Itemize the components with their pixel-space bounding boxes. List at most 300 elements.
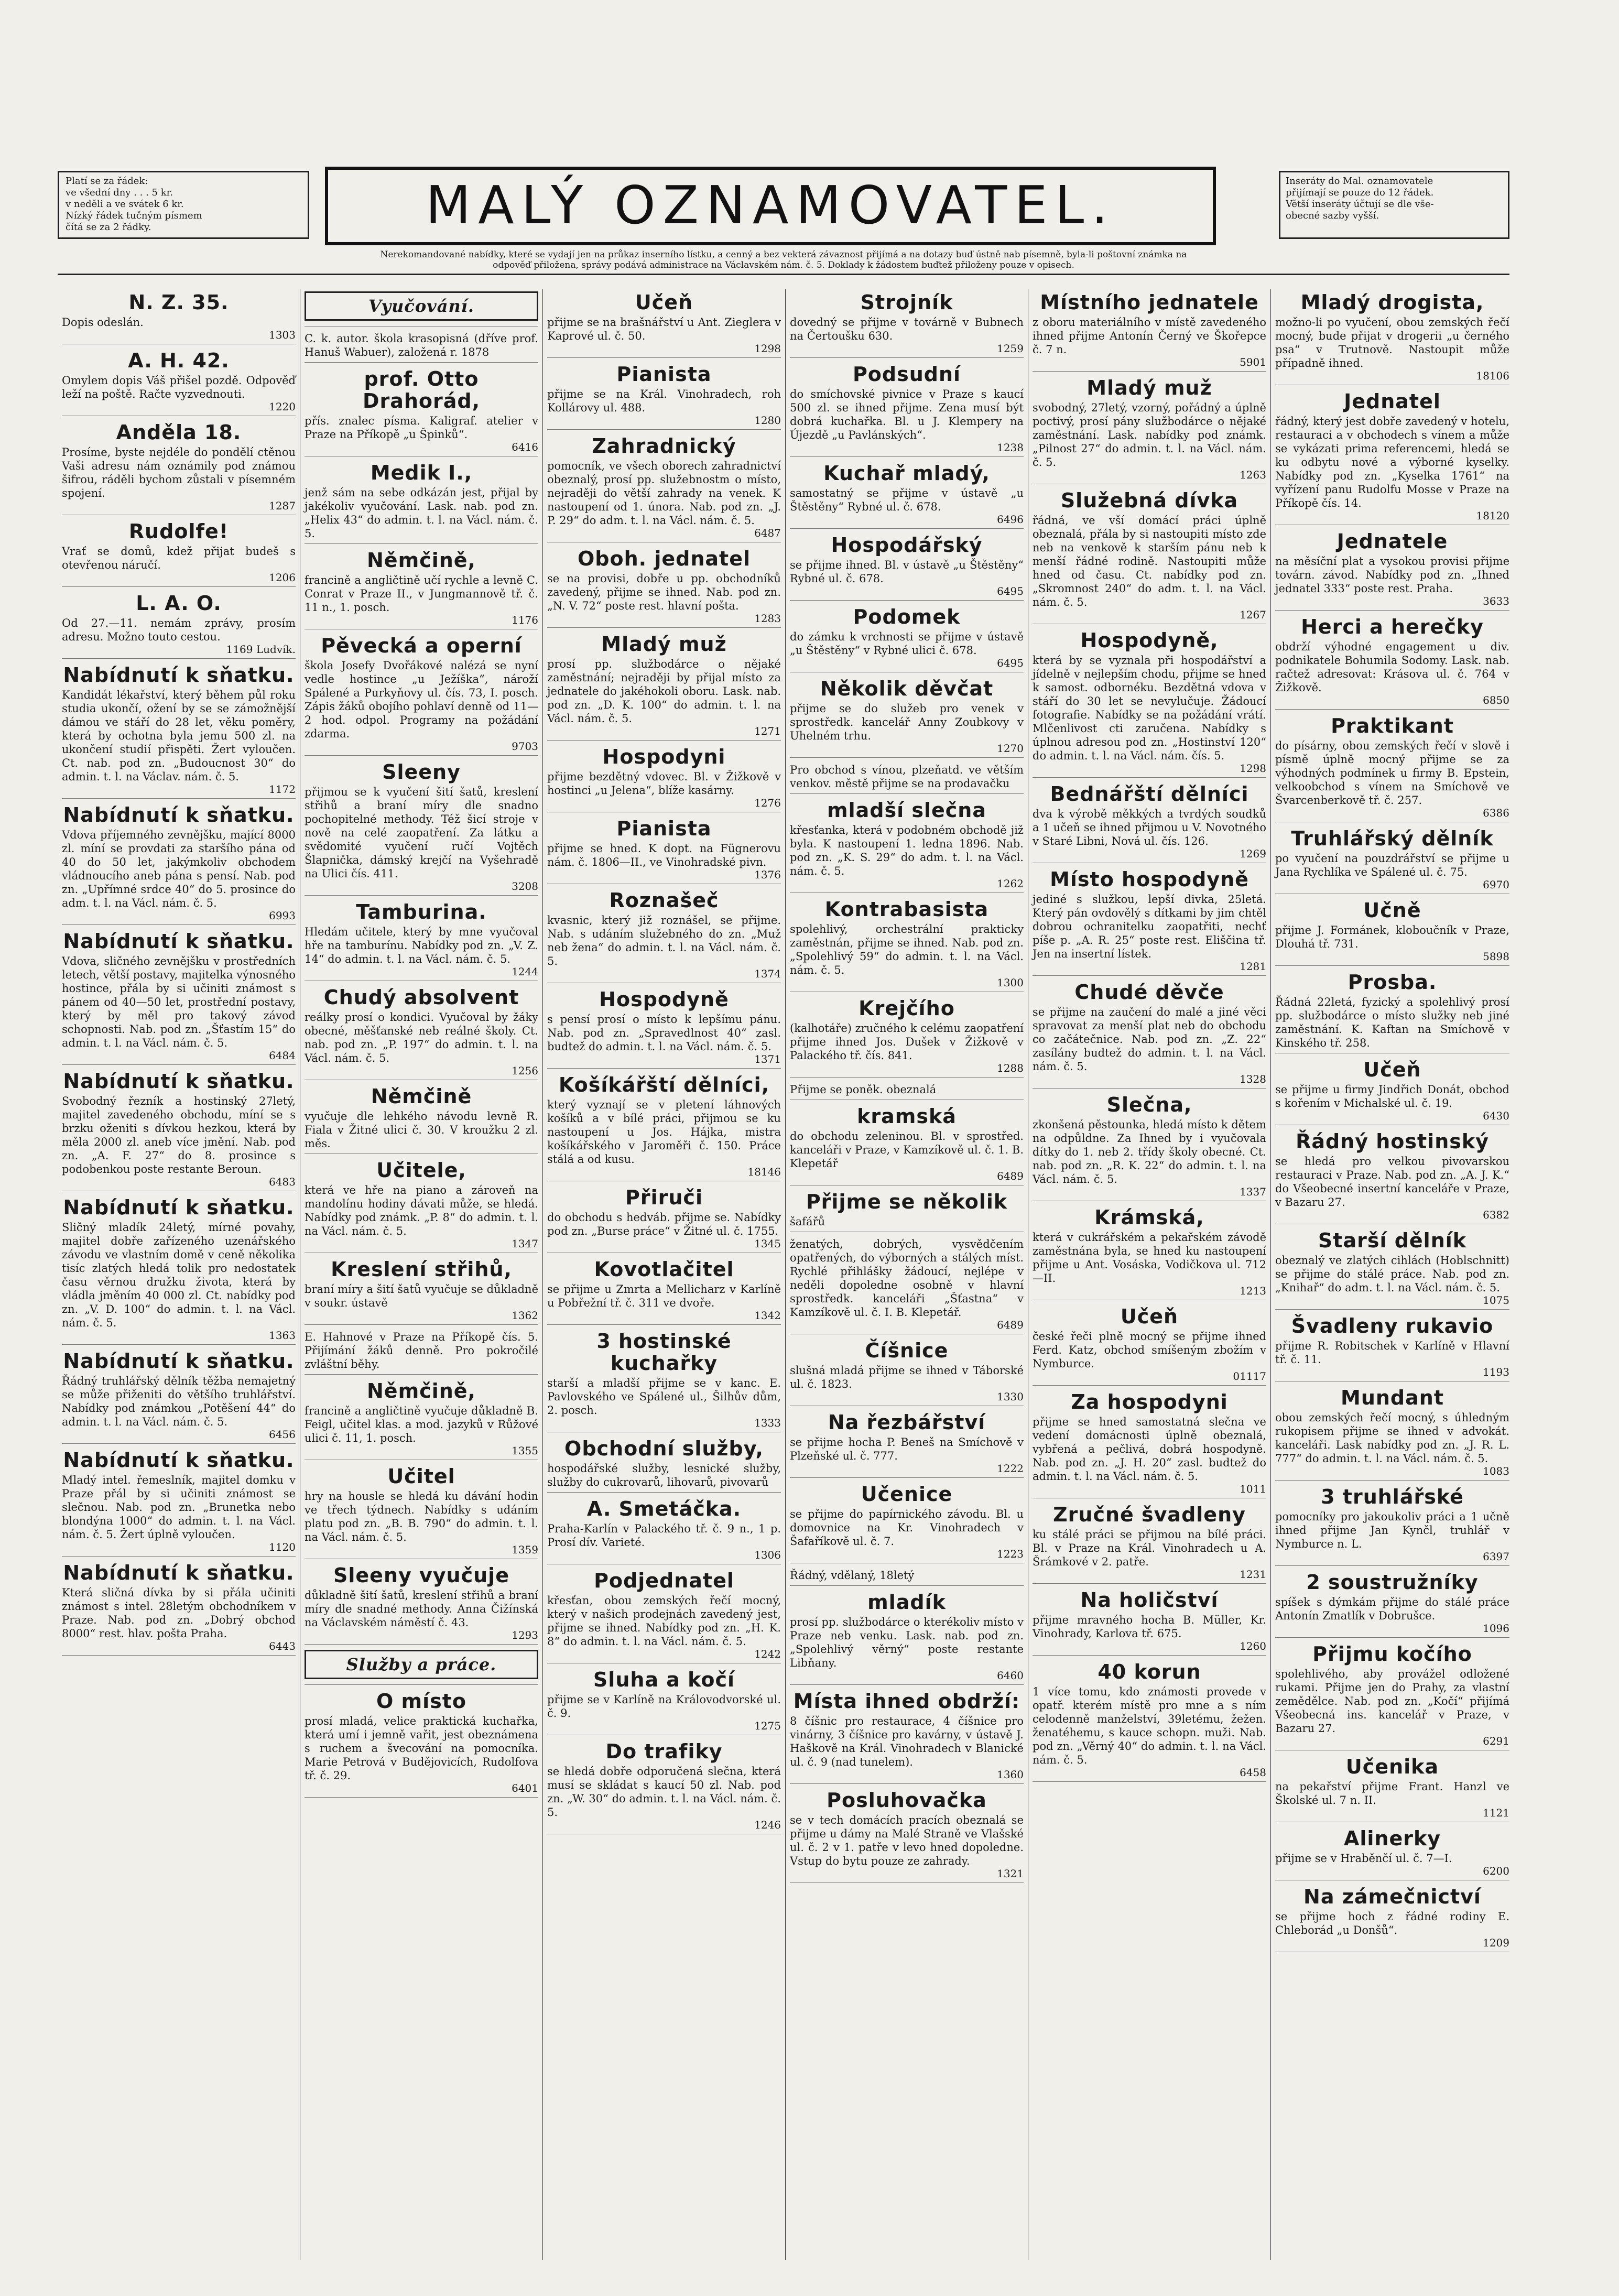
classified-ad xyxy=(1275,291,1509,385)
ad-title: Pěvecká a operní xyxy=(321,634,522,657)
ad-number: 1262 xyxy=(997,877,1024,890)
column-3 xyxy=(543,289,786,2260)
classified-ad xyxy=(62,804,296,925)
ad-text: hospodářské služby, lesnické služby, služby do cukrovarů, lihovarů, pivovarů xyxy=(547,1462,781,1488)
ad-title: Místo hospodyně xyxy=(1050,868,1249,891)
page-header xyxy=(58,167,1509,245)
classified-ad xyxy=(1033,1504,1266,1584)
classified-ad xyxy=(305,1690,538,1798)
classified-ad xyxy=(790,1591,1024,1685)
ad-number: 1355 xyxy=(512,1444,538,1457)
classified-ad xyxy=(305,1159,538,1253)
ad-title: Zahradnický xyxy=(592,434,736,458)
ad-number: 6495 xyxy=(997,585,1024,597)
ad-title: Hospodyně xyxy=(599,988,729,1011)
ad-number: 1209 xyxy=(1483,1936,1509,1949)
classified-ad xyxy=(1275,1827,1509,1880)
classified-ad xyxy=(305,761,538,896)
ad-number: 18106 xyxy=(1476,369,1509,382)
ad-number: 1011 xyxy=(1240,1483,1266,1495)
ad-text: francině a angličtině učí rychle a levně C. Conrat v Praze II., v Jungmannově tř. č. 11 n., 1. posch. xyxy=(305,574,538,614)
ad-text: dovedný se přijme v továrně v Bubnech na Čertoušku 630. xyxy=(790,316,1024,342)
ad-title: Sleeny xyxy=(382,760,461,784)
ad-title: Podjednatel xyxy=(594,1569,734,1592)
ad-title: Přijmu kočího xyxy=(1312,1642,1472,1666)
ad-number: 1267 xyxy=(1240,608,1266,621)
classified-ad xyxy=(1275,899,1509,966)
ad-title: Služebná dívka xyxy=(1060,489,1238,512)
ad-title: Tamburina. xyxy=(356,900,487,923)
masthead: MALÝ OZNAMOVATEL. xyxy=(325,167,1216,245)
ad-text: přijme se v Hraběnčí ul. č. 7—I. xyxy=(1275,1852,1452,1865)
ad-text: (kalhotáře) zručného k celému zaopatření přijme ihned Jos. Dušek v Žižkově v Palackého tř. čís. 841. xyxy=(790,1022,1024,1062)
ad-title: Kontrabasista xyxy=(824,898,989,921)
ad-title: L. A. O. xyxy=(136,592,222,615)
ad-text: spíšek s dýmkám přijme do stálé práce Antonín Zmatlík v Dobrušce. xyxy=(1275,1596,1509,1622)
classified-ad xyxy=(1275,828,1509,894)
ad-text: české řeči plně mocný se přijme ihned Ferd. Katz, obchod smíšeným zbožím v Nymburce. xyxy=(1033,1330,1266,1370)
ad-text: 1 více tomu, kdo známosti provede v opatř. kterém místě pro mne a s ním celodenně manželství, 39letému, žežen. ženatéhemu, s kauce schopn. muži. Nab. pod zn. „Věrný 40“ do admin. t. l. na Václ. nám. č. 5. xyxy=(1033,1685,1266,1766)
ad-number: 1220 xyxy=(269,400,296,413)
ad-text: braní míry a šití šatů vyučuje se důkladně v soukr. ústavě xyxy=(305,1283,538,1309)
ad-title: Němčině xyxy=(371,1085,472,1108)
ad-title: Na holičství xyxy=(1080,1588,1219,1612)
ad-title: 2 soustružníky xyxy=(1306,1571,1479,1594)
ad-number: 1269 xyxy=(1240,847,1266,860)
ad-title: Hospodářský xyxy=(831,534,983,557)
ad-number: 6993 xyxy=(269,909,296,922)
classified-ad xyxy=(305,1380,538,1460)
classified-ad xyxy=(790,534,1024,601)
ad-number: 1300 xyxy=(997,976,1024,989)
ad-title: Na řezbářství xyxy=(828,1411,986,1434)
classified-ad xyxy=(790,1340,1024,1406)
ad-title: Místního jednatele xyxy=(1040,291,1259,314)
ad-title: Strojník xyxy=(860,291,953,314)
ad-title: Chudé děvče xyxy=(1074,981,1224,1004)
ad-title: Sleeny vyučuje xyxy=(333,1564,509,1587)
ad-title: Kuchař mladý, xyxy=(823,462,990,485)
ad-text: Pro obchod s vínou, plzeňatd. ve větším venkov. městě přijme se na prodavačku xyxy=(790,764,1024,790)
classified-ad xyxy=(1033,1305,1266,1386)
ad-text: která by se vyznala při hospodářství a jídelně v nejlepším chodu, přijme se hned k samost. odbornéku. Bezdětná vdova v stáří do 30 let se nevylučuje. Žádoucí fotografie. Nabídky se na požádání vrátí. Mlčenlivost cti zaručena. Nabídky s úplnou adresou pod zn. „Hostinství 120“ do admin. t. l. na Václ. nám. čís. 5. xyxy=(1033,654,1266,762)
classified-ad xyxy=(1275,1643,1509,1750)
rate-box xyxy=(58,171,309,239)
classified-ad xyxy=(1275,1886,1509,1952)
ad-title: Švadleny rukavio xyxy=(1291,1314,1494,1337)
classified-ad xyxy=(62,1070,296,1191)
ad-text: samostatný se přijme v ústavě „u Štěstěny“ Rybné ul. č. 678. xyxy=(790,487,1024,513)
classified-ad xyxy=(1275,1229,1509,1310)
ad-text: přijme mravného hocha B. Müller, Kr. Vinohrady, Karlova tř. 675. xyxy=(1033,1614,1266,1640)
ad-title: Hospodyni xyxy=(602,745,726,768)
ad-title: Mundant xyxy=(1341,1386,1444,1409)
classified-ad xyxy=(1275,715,1509,822)
ad-title: Místa ihned obdrží: xyxy=(793,1690,1020,1713)
ad-title: Bednářští dělníci xyxy=(1050,782,1249,806)
classified-ad xyxy=(790,1411,1024,1478)
classified-ad xyxy=(547,363,781,430)
ad-number: 1333 xyxy=(754,1417,781,1429)
ad-text: důkladně šití šatů, kreslení střihů a braní míry dle snadné methody. Anna Čižínská na Václavském náměstí č. 43. xyxy=(305,1589,538,1629)
ad-number: 1280 xyxy=(754,414,781,427)
ad-title: Oboh. jednatel xyxy=(578,547,751,570)
ad-text: z oboru materiálního v místě zavedeného ihned přijme Antonín Černý ve Škořepce č. 7 n. xyxy=(1033,316,1266,356)
classified-ad xyxy=(1275,1315,1509,1381)
ad-text: obeznalý ve zlatých cihlách (Hoblschnitt) se přijme do stálé práce. Nab. pod zn. „Knihař“ do adm. t. l. na Václ. nám. č. 5. xyxy=(1275,1254,1509,1294)
ad-number: 6200 xyxy=(1483,1865,1509,1877)
ad-text: Mladý intel. řemeslník, majitel domku v Praze přál by si učiniti známost se slečnou. Nab. pod zn. „Brunetka nebo blondýna 1000“ do admin. t. l. na Václ. nám. č. 5. Žert úplně vyloučen. xyxy=(62,1474,296,1541)
ad-number: 1263 xyxy=(1240,469,1266,481)
ad-text: starší a mladší přijme se v kanc. E. Pavlovského ve Spálené ul., Šilhův dům, 2. posch. xyxy=(547,1377,781,1417)
ad-text: se přijme do papírnického závodu. Bl. u domovnice na Kr. Vinohradech v Šafaříkově ul. č. 7. xyxy=(790,1508,1024,1548)
ad-title: 3 truhlářské xyxy=(1321,1485,1464,1508)
ad-text: řádný, který jest dobře zavedený v hotelu, restauraci a v obchodech s vínem a může se vykázati prima referencemi, hledá se ku odbytu nové a výborné kyselky. Nabídky pod zn. „Kyselka 1761“ na vyřízení panu Rudolfu Mosse v Praze na Příkopě čís. 14. xyxy=(1275,415,1509,509)
ad-text: Od 27.—11. nemám zprávy, prosím adresu. Možno touto cestou. xyxy=(62,617,296,643)
ad-text: do smíchovské pivnice v Praze s kaucí 500 zl. se ihned přijme. Zena musí být dobrá kuchařka. Bl. u J. Klempery na Újezdě „u Pavlánských“. xyxy=(790,388,1024,441)
ad-text: Vrať se domů, kdež přijat budeš s otevřenou náručí. xyxy=(62,545,296,571)
ad-number: 1075 xyxy=(1483,1294,1509,1307)
ad-text: se na provisi, dobře u pp. obchodníků zavedený, přijme se ihned. Nab. pod zn. „N. V. 72“ poste rest. hlavní pošta. xyxy=(547,572,781,612)
ad-title: Mladý muž xyxy=(1086,376,1212,399)
classified-ad xyxy=(305,1465,538,1559)
ad-title: Krámská, xyxy=(1094,1206,1204,1229)
classified-ad xyxy=(547,1330,781,1432)
ad-text: ženatých, dobrých, vysvědčením opatřených, do výborných a stálých míst. Rychlé přihlášky žádoucí, nejlépe v neděli dopoledne osobně v hlavní sprostředk. kanceláři „Šťastna“ v Kamzíkově ul. č. I. B. Klepetář. xyxy=(790,1238,1024,1319)
classified-ad xyxy=(62,1196,296,1345)
ad-text: C. k. autor. škola krasopisná (dříve prof. Hanuš Wabuer), založená r. 1878 xyxy=(305,332,538,358)
ad-number: 6456 xyxy=(269,1428,296,1441)
ad-title: kramská xyxy=(857,1105,957,1128)
ad-number: 5898 xyxy=(1483,950,1509,963)
classified-ad xyxy=(1033,783,1266,863)
ad-text: přís. znalec písma. Kaligraf. atelier v Praze na Příkopě „u Špinků“. xyxy=(305,415,538,441)
classified-ad xyxy=(62,1449,296,1557)
classified-ad xyxy=(547,818,781,884)
ad-text: do písárny, obou zemských řečí v slově i písmě úplně mocný přijme se za výhodných podmínek u firmy B. Epstein, velkoobchod s vínem na Smíchově ve Švarcenberkově tř. č. 257. xyxy=(1275,739,1509,807)
ad-text: přijme se na Král. Vinohradech, roh Kollárovy ul. 488. xyxy=(547,388,781,414)
ad-text: šafářů xyxy=(790,1215,825,1228)
rate-line: čítá se za 2 řádky. xyxy=(66,222,151,233)
ad-text: se přijme u Zmrta a Mellicharz v Karlíně u Pobřežní tř. č. 311 ve dvoře. xyxy=(547,1283,781,1309)
ad-number: 6460 xyxy=(997,1669,1024,1682)
ad-number: 1321 xyxy=(997,1867,1024,1880)
rate-line: ve všední dny . . . 5 kr. xyxy=(66,187,173,198)
ad-number: 6458 xyxy=(1240,1766,1266,1779)
header-subnote xyxy=(58,249,1509,275)
ad-number: 6382 xyxy=(1483,1209,1509,1221)
classified-ad xyxy=(790,1083,1024,1100)
ad-title: Nabídnutí k sňatku. xyxy=(63,663,295,687)
classified-ad xyxy=(1033,1661,1266,1782)
classified-ad xyxy=(1033,1391,1266,1498)
classified-ad xyxy=(1275,1387,1509,1481)
classified-ad xyxy=(1033,629,1266,778)
ad-title: Do trafiky xyxy=(605,1740,723,1763)
classified-ad xyxy=(305,291,538,327)
ad-text: se přijme hoch z řádné rodiny E. Chleborád „u Donšů“. xyxy=(1275,1910,1509,1936)
ad-text: Dopis odeslán. xyxy=(62,316,144,329)
classified-ad xyxy=(790,1105,1024,1185)
ad-title: N. Z. 35. xyxy=(128,291,229,314)
ad-text: do obchodu zeleninou. Bl. v sprostřed. kanceláři v Praze, v Kamzíkově ul. č. 1. B. Klepetář xyxy=(790,1130,1024,1170)
ad-title: Starší dělník xyxy=(1318,1229,1467,1252)
classified-ad xyxy=(1033,377,1266,484)
ad-text: škola Josefy Dvořákové nalézá se nyní vedle hostince „u Ježíška“, nároží Spálené a Purkyňovy ul. čís. 73, I. posch. Zápis žáků obojího pohlaví denně od 11—2 hod. odpol. Programy na požádání zdarma. xyxy=(305,659,538,740)
ad-number: 1345 xyxy=(754,1237,781,1250)
ad-title: Přiruči xyxy=(625,1186,703,1209)
classified-ad xyxy=(790,363,1024,457)
ad-title: Rudolfe! xyxy=(128,520,229,543)
rate-line: v neděli a ve svátek 6 kr. xyxy=(66,199,184,210)
ad-text: slušná mladá přijme se ihned v Táborské ul. č. 1823. xyxy=(790,1364,1024,1390)
classified-ad xyxy=(790,606,1024,672)
ad-text: reálky prosí o kondici. Vyučoval by žáky obecné, měšťanské neb reálné školy. Ct. nab. pod zn. „P. 197“ do admin. t. l. na Václ. nám. č. 5. xyxy=(305,1011,538,1064)
ad-number: 5901 xyxy=(1240,356,1266,368)
ad-text: Přijme se poněk. obeznalá xyxy=(790,1083,937,1096)
ad-text: Praha-Karlín v Palackého tř. č. 9 n., 1 p. Prosí dív. Varieté. xyxy=(547,1522,781,1549)
classified-ad xyxy=(547,1498,781,1564)
ad-title: Alinerky xyxy=(1343,1827,1441,1850)
classified-ad xyxy=(1275,971,1509,1053)
ad-number: 1242 xyxy=(754,1648,781,1660)
classified-ad xyxy=(1033,868,1266,976)
ad-number: 1222 xyxy=(997,1462,1024,1475)
ad-text: se přijme ihned. Bl. v ústavě „u Štěstěny“ Rybné ul. č. 678. xyxy=(790,559,1024,585)
ad-number: 6496 xyxy=(997,513,1024,526)
classified-ad xyxy=(790,1789,1024,1883)
ad-number: 1238 xyxy=(997,441,1024,454)
ad-title: 3 hostinské kuchařky xyxy=(596,1330,732,1375)
ad-number: 3633 xyxy=(1483,595,1509,607)
classified-ad xyxy=(790,1690,1024,1784)
classified-ad xyxy=(1275,1059,1509,1125)
ad-number: 1169 Ludvík. xyxy=(226,643,296,656)
ad-number: 1260 xyxy=(1240,1640,1266,1652)
ad-title: Jednatele xyxy=(1337,530,1448,553)
ad-title: Učenika xyxy=(1345,1755,1439,1778)
ad-title: Pianista xyxy=(616,817,712,840)
subnote-line: odpověď přiložena, správy podává administrace na Václavském nám. č. 5. Doklady k žádostem buďtež přiloženy pouze v opisech. xyxy=(493,260,1074,270)
ad-number: 1121 xyxy=(1483,1807,1509,1819)
classified-ad xyxy=(790,799,1024,893)
classified-ad xyxy=(547,1438,781,1493)
classified-ad xyxy=(305,549,538,629)
ad-title: Nabídnutí k sňatku. xyxy=(63,1196,295,1219)
classified-ad xyxy=(547,1669,781,1735)
ad-number: 1303 xyxy=(269,329,296,341)
ad-number: 18146 xyxy=(747,1166,781,1178)
ad-text: se v tech domácích pracích obeznalá se přijme u dámy na Malé Straně ve Vlašské ul. č. 2 v 1. patře v levo hned dopoledne. Vstup do bytu pouze ze zahrady. xyxy=(790,1814,1024,1867)
ad-number: 6397 xyxy=(1483,1550,1509,1563)
classified-ad xyxy=(1275,390,1509,525)
ad-number: 1298 xyxy=(1240,762,1266,775)
ad-title: Nabídnutí k sňatku. xyxy=(63,1070,295,1093)
ad-title: Nabídnutí k sňatku. xyxy=(63,803,295,826)
ad-title: A. H. 42. xyxy=(128,349,230,372)
ad-number: 1283 xyxy=(754,612,781,625)
ad-number: 6430 xyxy=(1483,1109,1509,1122)
ad-title: Řádný hostinský xyxy=(1296,1130,1489,1153)
ad-number: 1287 xyxy=(269,499,296,512)
ad-number: 9703 xyxy=(512,740,538,753)
ad-title: Učeň xyxy=(1120,1305,1179,1328)
section-heading: Služby a práce. xyxy=(305,1650,538,1679)
column-5 xyxy=(1028,289,1271,2260)
classified-ad xyxy=(305,1330,538,1375)
classified-ad xyxy=(62,350,296,416)
classified-ad xyxy=(305,1085,538,1154)
classified-ad xyxy=(790,997,1024,1078)
column-4 xyxy=(786,289,1028,2260)
ad-text: Řádná 22letá, fyzický a spolehlivý prosí pp. službodárce o místo služky neb jiné zaměstnání. K. Kaftan na Smíchově v Kinského tř. 258. xyxy=(1275,996,1509,1049)
ad-number: 1206 xyxy=(269,571,296,584)
classified-ad xyxy=(305,986,538,1080)
ad-number: 1172 xyxy=(269,783,296,796)
classified-ad xyxy=(62,592,296,659)
ad-number: 18120 xyxy=(1476,509,1509,522)
classified-ad xyxy=(547,435,781,542)
ad-title: Nabídnutí k sňatku. xyxy=(63,930,295,953)
ad-number: 1298 xyxy=(754,342,781,355)
classified-ad xyxy=(305,462,538,544)
ad-title: Košíkářští dělníci, xyxy=(558,1073,770,1096)
ad-text: přijme se v Karlíně na Královodvorské ul. č. 9. xyxy=(547,1693,781,1720)
ad-title: Učně xyxy=(1363,899,1421,922)
classified-ad xyxy=(305,901,538,981)
ad-number: 6484 xyxy=(269,1049,296,1062)
classified-ad xyxy=(547,889,781,983)
classified-ad xyxy=(62,291,296,344)
ad-title: Na zámečnictví xyxy=(1303,1885,1481,1908)
ad-number: 6489 xyxy=(997,1319,1024,1331)
classified-ad xyxy=(790,1483,1024,1563)
ad-number: 1276 xyxy=(754,797,781,809)
classified-ad xyxy=(790,462,1024,529)
ad-text: E. Hahnové v Praze na Příkopě čís. 5. Přijímání žáků denně. Pro pokročilé zvláštní běhy. xyxy=(305,1331,538,1370)
ad-number: 6416 xyxy=(512,441,538,453)
ad-number: 1259 xyxy=(997,342,1024,355)
ad-number: 3208 xyxy=(512,880,538,893)
ad-text: po vyučení na pouzdrářství se přijme u Jana Rychlíka ve Spálené ul. č. 75. xyxy=(1275,852,1509,878)
ad-number: 01117 xyxy=(1233,1370,1266,1383)
ad-number: 1376 xyxy=(754,868,781,881)
ad-title: Nabídnutí k sňatku. xyxy=(63,1449,295,1472)
classified-ad xyxy=(1275,1486,1509,1566)
ad-text: řádná, ve vší domácí práci úplně obeznalá, přála by si nastoupiti místo zde neb na venkově k starším pánu neb k menší řádné rodině. Nastoupiti může hned od času. Ct. nabídky pod zn. „Skromnost 240“ do adm. t. l. na Václ. nám. č. 5. xyxy=(1033,514,1266,608)
ad-text: přijme bezdětný vdovec. Bl. v Žižkově v hostinci „u Jelena“, blíže kasárny. xyxy=(547,770,781,797)
ad-text: vyučuje dle lehkého návodu levně R. Fiala v Žitné ulici č. 30. V kroužku 2 zl. měs. xyxy=(305,1110,538,1150)
ad-title: Slečna, xyxy=(1106,1093,1192,1116)
ad-text: která v cukrářském a pekařském závodě zaměstnána byla, se hned ku nastoupení přijme u Ant. Vosáska, Vodičkova ul. 712—II. xyxy=(1033,1231,1266,1285)
ad-text: pomocníky pro jakoukoliv práci a 1 učně ihned přijme Jan Kynčl, truhlář v Nymburce n. L. xyxy=(1275,1510,1509,1550)
classified-ad xyxy=(790,1191,1024,1232)
ad-number: 1374 xyxy=(754,967,781,980)
ad-text: Vdova, sličného zevnějšku v prostředních letech, větší postavy, majitelka výnosného hostince, přála by si učiniti známost s pánem od 40—50 let, prostřední postavy, který by měl pro takový závod schopnosti. Nab. pod zn. „Šťastím 15“ do admin. t. l. na Václ. nám. č. 5. xyxy=(62,955,296,1049)
ad-text: svobodný, 27letý, vzorný, pořádný a úplně poctivý, prosí pány službodárce o nějaké zaměstnání. Lask. nabídky pod známk. „Pilnost 27“ do admin. t. l. na Václ. nám. č. 5. xyxy=(1033,401,1266,469)
classified-ad xyxy=(305,332,538,363)
classified-ad xyxy=(547,633,781,741)
ad-text: hry na housle se hledá ku dávání hodin ve třech týdnech. Nabídky s udáním platu pod zn. „B. B. 790“ do admin. t. l. na Václ. nám. č. 5. xyxy=(305,1490,538,1543)
ad-title: Anděla 18. xyxy=(116,421,242,444)
ad-number: 1288 xyxy=(997,1062,1024,1074)
ad-number: 1223 xyxy=(997,1548,1024,1560)
ad-text: přijme R. Robitschek v Karlíně v Hlavní tř. č. 11. xyxy=(1275,1340,1509,1366)
ad-text: přijme se do služeb pro venek v sprostředk. kancelář Anny Zoubkovy v Uhelném trhu. xyxy=(790,702,1024,742)
ad-title: Učeň xyxy=(635,291,693,314)
classified-ad xyxy=(547,988,781,1069)
ad-title: mladík xyxy=(867,1591,946,1614)
ad-text: s pensí prosí o místo k lepšímu pánu. Nab. pod zn. „Spravedlnost 40“ zasl. budtež do admin. t. l. na Václ. nám. č. 5. xyxy=(547,1013,781,1053)
ad-title: Přijme se několik xyxy=(806,1190,1008,1213)
classified-ad xyxy=(305,1564,538,1645)
ad-text: francině a angličtině vyučuje důkladně B. Feigl, učitel klas. a mod. jazyků v Růžové ulici č. 11, 1. posch. xyxy=(305,1405,538,1444)
ad-title: Nabídnutí k sňatku. xyxy=(63,1561,295,1584)
ad-text: který vyznají se v pletení láhnových košíků a v bílé práci, přijmou se ku nastoupení u Jos. Hájka, mistra košíkářského v Jaroměři č. 150. Práce stálá a od kusu. xyxy=(547,1098,781,1166)
classified-ad xyxy=(1275,1130,1509,1224)
ad-title: Učitel xyxy=(387,1465,455,1488)
classified-ad xyxy=(547,1570,781,1663)
ad-title: Kreslení střihů, xyxy=(331,1258,512,1281)
ad-text: kvasnic, který již roznášel, se přijme. Nab. s udáním služebného do zn. „Muž neb žena“ do admin. t. l. na Václ. nám. č. 5. xyxy=(547,914,781,967)
ad-title: O místo xyxy=(376,1690,467,1713)
ad-title: Za hospodyni xyxy=(1071,1390,1228,1413)
ad-number: 1371 xyxy=(754,1053,781,1065)
ad-number: 1176 xyxy=(512,614,538,626)
notice-line: Větší inseráty účtují se dle vše- xyxy=(1286,199,1434,210)
ad-title: Obchodní služby, xyxy=(564,1437,764,1460)
ad-text: Hledám učitele, který by mne vyučoval hře na tamburínu. Nabídky pod zn. „V. Z. 14“ do admin. t. l. na Václ. nám. č. 5. xyxy=(305,926,538,965)
ad-text: na pekařství přijme Frant. Hanzl ve Školské ul. 7 n. II. xyxy=(1275,1780,1509,1807)
ad-title: mladší slečna xyxy=(827,799,986,822)
ad-number: 1246 xyxy=(754,1819,781,1831)
ad-text: Řádný truhlářský dělník těžba nemajetný se může přiženiti do většího truhlářství. Nabídky pod známkou „Potěšení 44“ do admin. t. l. na Václ. nám. č. 5. xyxy=(62,1375,296,1428)
ad-text: křesťan, obou zemských řečí mocný, který v našich prodejnách zavedený jest, přijme se ihned. Nabídky pod zn. „H. K. 8“ do admin. t. l. na Václ. nám. č. 5. xyxy=(547,1594,781,1648)
ad-text: Řádný, vdělaný, 18letý xyxy=(790,1569,915,1582)
ad-title: Sluha a kočí xyxy=(593,1668,735,1691)
ad-text: prosí pp. službodárce o kterékoliv místo v Praze neb venku. Lask. nab. pod zn. „Spolehlivý věrný“ poste restante Libňany. xyxy=(790,1616,1024,1669)
ad-text: zkonšená pěstounka, hledá místo k dětem na odpůldne. Za Ihned by i vyučovala dítky do 1. neb 2. třídy školy obecné. Ct. nab. pod zn. „R. K. 22“ do admin. t. l. na Václ. nám. č. 5. xyxy=(1033,1118,1266,1185)
ad-text: se přijme na zaučení do malé a jiné věci spravovat za menší plat neb do obchodu co začátečnice. Nab. pod zn. „Z. 22“ zasílány budtež do admin. t. l. na Václ. nám. č. 5. xyxy=(1033,1006,1266,1073)
ad-text: která ve hře na piano a zároveň na mandolínu hodiny dávati může, se hledá. Nabídky pod známk. „P. 8“ do admin. t. l. na Václ. nám. č. 5. xyxy=(305,1184,538,1237)
classified-ad xyxy=(547,1187,781,1253)
classified-ad xyxy=(790,678,1024,758)
ad-text: dva k výrobě měkkých a tvrdých soudků a 1 učeň se ihned přijmou u V. Novotného v Staré Libni, Nová ul. čís. 126. xyxy=(1033,808,1266,847)
classified-ad xyxy=(62,520,296,587)
ad-title: Němčině, xyxy=(367,1379,476,1402)
ad-number: 1083 xyxy=(1483,1465,1509,1477)
ad-number: 1342 xyxy=(754,1309,781,1322)
ad-title: Roznašeč xyxy=(609,889,719,912)
classified-ad xyxy=(62,664,296,799)
ad-title: Praktikant xyxy=(1331,714,1454,737)
ad-number: 6401 xyxy=(512,1782,538,1794)
ad-text: přijmou se k vyučení šití šatů, kreslení střihů a braní míry dle snadno pochopitelné methody. Též šicí stroje v nově na celé zaopatření. Za látku a svědomité vyučení ručí Vojtěch Šlapnička, dámský krejčí na Vyšehradě na Ulici čís. 411. xyxy=(305,786,538,880)
ad-number: 1337 xyxy=(1240,1185,1266,1198)
classified-ad xyxy=(62,1350,296,1444)
ad-number: 1360 xyxy=(997,1768,1024,1781)
column-6 xyxy=(1271,289,1514,2260)
ad-number: 1330 xyxy=(997,1390,1024,1403)
ad-title: Jednatel xyxy=(1344,390,1441,413)
ad-title: Učeň xyxy=(1363,1058,1421,1081)
ad-text: na měsíční plat a vysokou provisi přijme továrn. závod. Nabídky pod zn. „Ihned jednatel 333“ poste rest. Praha. xyxy=(1275,555,1509,595)
ad-title: A. Smetáčka. xyxy=(586,1497,742,1520)
section-heading: Vyučování. xyxy=(305,291,538,321)
ad-text: přijme J. Formánek, kloboučník v Praze, Dlouhá tř. 731. xyxy=(1275,924,1509,950)
ad-title: Kovotlačitel xyxy=(594,1258,734,1281)
ad-number: 1231 xyxy=(1240,1568,1266,1581)
